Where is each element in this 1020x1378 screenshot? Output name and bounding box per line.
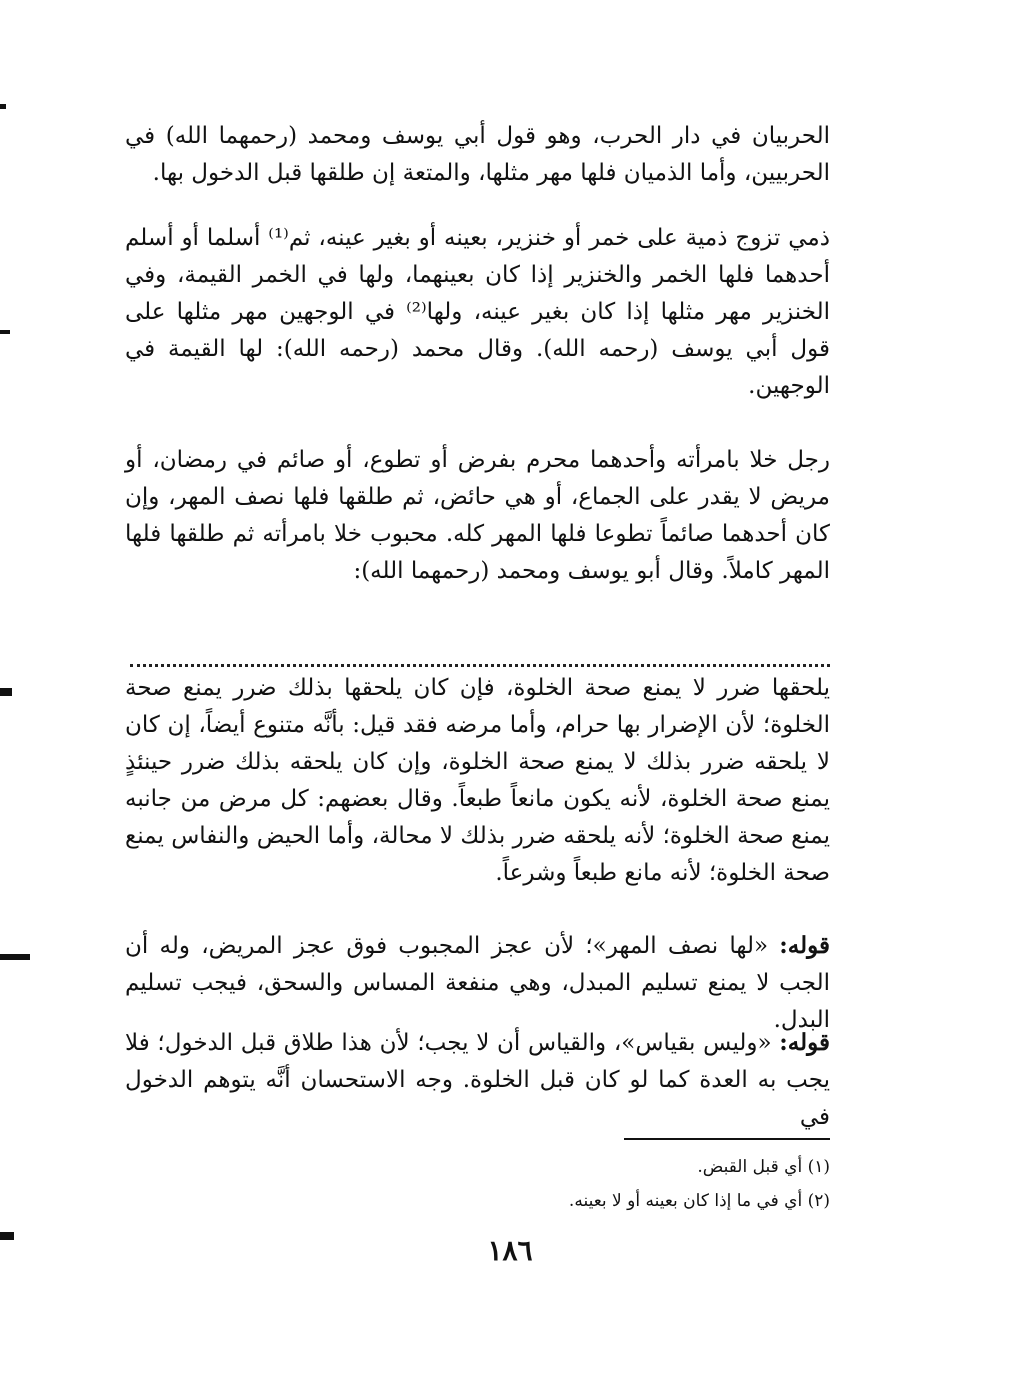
commentary-2-lead: قوله: (779, 932, 830, 959)
paragraph-2-text: ذمي تزوج ذمية على خمر أو خنزير، بعينه أو بغير عينه، ثم⁽¹⁾ أسلما أو أسلم أحدهما فلها الخمر والخنزير إذا كان بعينهما، ولها في الخمر القيمة، وفي الخنزير مهر مثلها إذا كان بغير عينه، ولها⁽²⁾ في الوجهين مهر مثلها على قول أبي يوسف (رحمه الله). وقال محمد (رحمه الله): لها القيمة في الوجهين. (125, 225, 830, 399)
commentary-3-text: «وليس بقياس»، والقياس أن لا يجب؛ لأن هذا طلاق قبل الدخول؛ فلا يجب به العدة كما لو كان قبل الخلوة. وجه الاستحسان أنَّه يتوهم الدخول في (125, 1030, 830, 1130)
commentary-1-text: يلحقها ضرر لا يمنع صحة الخلوة، فإن كان يلحقها بذلك ضرر يمنع صحة الخلوة؛ لأن الإضرار بها حرام، وأما مرضه فقد قيل: بأنَّه متنوع أيضاً، إن كان لا يلحقه ضرر بذلك لا يمنع صحة الخلوة، وإن كان يلحقه بذلك ضرر حينئذٍ يمنع صحة الخلوة، لأنه يكون مانعاً طبعاً. وقال بعضهم: كل مرض من جانبه يمنع صحة الخلوة؛ لأنه يلحقه ضرر بذلك لا محالة، وأما الحيض والنفاس يمنع صحة الخلوة؛ لأنه مانع طبعاً وشرعاً. (125, 675, 830, 886)
paragraph-2 (125, 220, 830, 405)
commentary-3 (125, 1024, 830, 1136)
commentary-1 (125, 670, 830, 892)
scan-edge-mark (0, 330, 10, 334)
scan-edge-mark (0, 104, 6, 109)
paragraph-1-text: الحربيان في دار الحرب، وهو قول أبي يوسف ومحمد (رحمهما الله) في الحربيين، وأما الذميان فلها مهر مثلها، والمتعة إن طلقها قبل الدخول بها. (125, 123, 830, 186)
footnote-rule (624, 1138, 830, 1140)
dotted-separator (130, 652, 830, 667)
scan-edge-mark (0, 954, 30, 960)
commentary-3-lead: قوله: (779, 1029, 830, 1056)
paragraph-3 (125, 442, 830, 590)
paragraph-3-text: رجل خلا بامرأته وأحدهما محرم بفرض أو تطوع، أو صائم في رمضان، أو مريض لا يقدر على الجماع، أو هي حائض، ثم طلقها فلها نصف المهر، وإن كان أحدهما صائماً تطوعا فلها المهر كله. محبوب خلا بامرأته ثم طلقها فلها المهر كاملاً. وقال أبو يوسف ومحمد (رحمهما الله): (125, 447, 830, 584)
scan-edge-mark (0, 688, 12, 696)
commentary-2 (125, 927, 830, 1039)
footnote-2: (٢) أي في ما إذا كان بعينه أو لا بعينه. (568, 1191, 830, 1211)
footnotes (380, 1150, 830, 1218)
paragraph-1 (125, 118, 830, 192)
page-number: ١٨٦ (487, 1234, 533, 1267)
scan-edge-mark (0, 1232, 14, 1240)
commentary-2-text: «لها نصف المهر»؛ لأن عجز المجبوب فوق عجز المريض، وله أن الجب لا يمنع تسليم المبدل، وهي منفعة المساس والسحق، فيجب تسليم البدل. (125, 933, 830, 1033)
footnote-1: (١) أي قبل القبض. (697, 1157, 830, 1177)
